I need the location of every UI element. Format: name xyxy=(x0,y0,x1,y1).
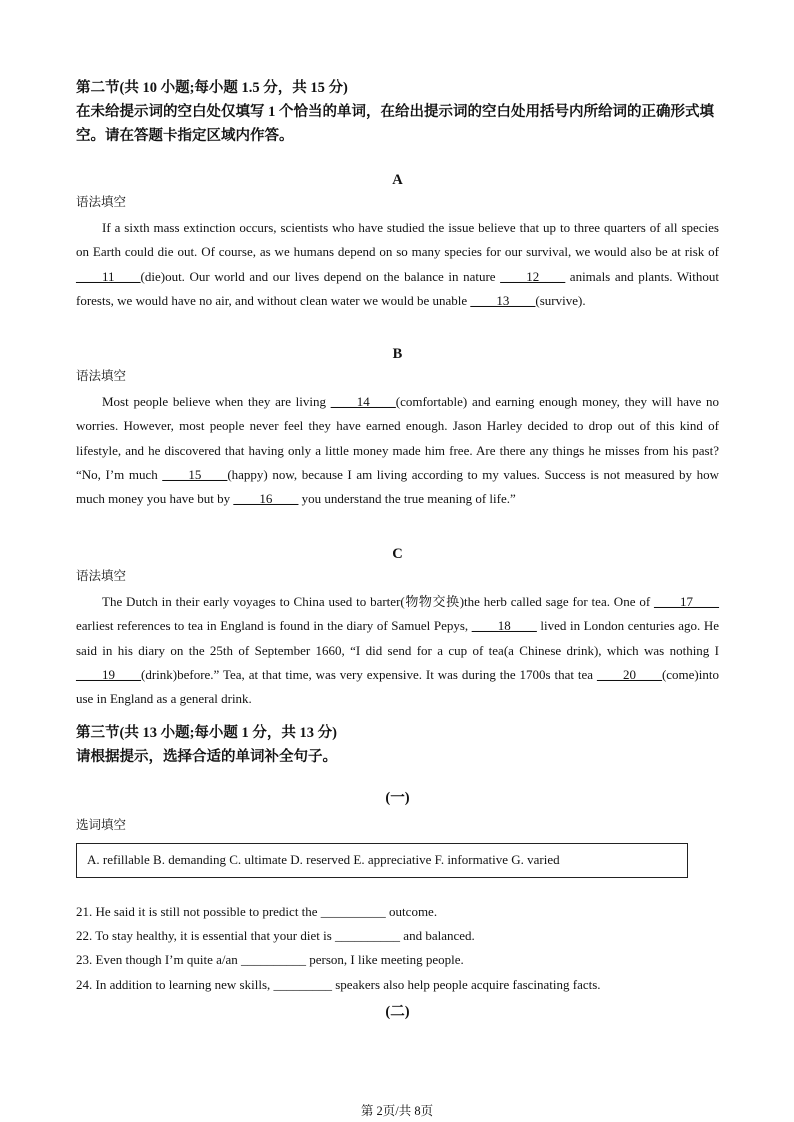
section2-instruction: 在未给提示词的空白处仅填写 1 个恰当的单词，在给出提示词的空白处用括号内所给词的正确形式填空。请在答题卡指定区域内作答。 xyxy=(76,104,714,144)
question-21: 21. He said it is still not possible to predict the __________ outcome. xyxy=(76,904,438,919)
passage-b-text: Most people believe when they are living ____14____(comfortable) and earning enough money, they will have no worries. However, most people never feel they have earned enough. Jason Harley decided to drop out of this kind of lifestyle, and he discovered that having only a little money made him free. Are there any things he misses from his past? “No, I’m much ____15____(happy) now, because I am living according to my values. Success is not measured by how much money you have but by ____16____ you understand the true meaning of life.” xyxy=(76,394,720,507)
blank-15[interactable]: ____15____ xyxy=(162,466,228,482)
passage-a xyxy=(76,168,719,313)
section3-part1 xyxy=(76,786,719,810)
passage-a-label: 语法填空 xyxy=(76,194,127,209)
blank-17[interactable]: ____17____ xyxy=(654,594,719,609)
passage-c-text: The Dutch in their early voyages to China used to barter(物物交换)the herb called sage for tea. One of ____17____ earliest references to tea in England is found in the diary of Samuel Pepys, ____18____ lived in London centuries ago. He said in his diary on the 25th of September 1660, “I did send for a cup of tea(a Chinese drink), which was nothing I ____19____(drink)before.” Tea, at that time, was very expensive. It was during the 1700s that tea ____20____(come)into use in England as a general drink. xyxy=(76,594,719,707)
passage-c xyxy=(76,542,719,711)
blank-12[interactable]: ____12____ xyxy=(500,268,566,284)
section2-header: 第二节(共 10 小题;每小题 1.5 分，共 15 分) xyxy=(76,80,348,96)
blank-14[interactable]: ____14____ xyxy=(330,394,396,409)
blank-18[interactable]: ____18____ xyxy=(471,618,537,634)
part2-title: (二) xyxy=(385,1004,410,1020)
passage-b xyxy=(76,342,719,511)
page-footer: 第 2页/共 8页 xyxy=(360,1104,434,1118)
blank-13[interactable]: ____13____ xyxy=(470,292,536,308)
question-24: 24. In addition to learning new skills, _________ speakers also help people acquire fascinating facts. xyxy=(76,976,601,992)
passage-b-letter: B xyxy=(392,346,403,362)
section3-part2 xyxy=(76,1000,719,1024)
section3-label: 选词填空 xyxy=(76,817,127,832)
question-22: 22. To stay healthy, it is essential that your diet is __________ and balanced. xyxy=(76,928,475,944)
section3-instruction: 请根据提示，选择合适的单词补全句子。 xyxy=(76,749,337,765)
section2 xyxy=(76,76,719,148)
blank-19[interactable]: ____19____ xyxy=(76,666,141,682)
question-23: 23. Even though I’m quite a/an __________ person, I like meeting people. xyxy=(76,952,464,968)
question-list xyxy=(76,900,719,997)
passage-c-label: 语法填空 xyxy=(76,568,127,583)
section3-label-wrap xyxy=(76,815,719,835)
blank-11[interactable]: ____11____ xyxy=(76,268,141,284)
part1-title: (一) xyxy=(385,790,410,806)
passage-a-letter: A xyxy=(392,172,403,188)
passage-a-text: If a sixth mass extinction occurs, scientists who have studied the issue believe that up to three quarters of all species on Earth could die out. Of course, as we humans depend on so many species for our survival, we would also be at risk of ____11____(die)out. Our world and our lives depend on the balance in nature ____12____ animals and plants. Without forests, we would have no air, and without clean water we would be unable ____13____(survive). xyxy=(76,220,719,308)
blank-20[interactable]: ____20____ xyxy=(596,666,662,682)
section3 xyxy=(76,721,719,769)
passage-c-letter: C xyxy=(392,546,403,562)
section3-header: 第三节(共 13 小题;每小题 1 分，共 13 分) xyxy=(76,725,337,741)
passage-b-label: 语法填空 xyxy=(76,368,127,383)
word-bank-box: A. refillable B. demanding C. ultimate D. reserved E. appreciative F. informative G. varied xyxy=(76,843,688,878)
blank-16[interactable]: ____16____ xyxy=(233,491,299,507)
